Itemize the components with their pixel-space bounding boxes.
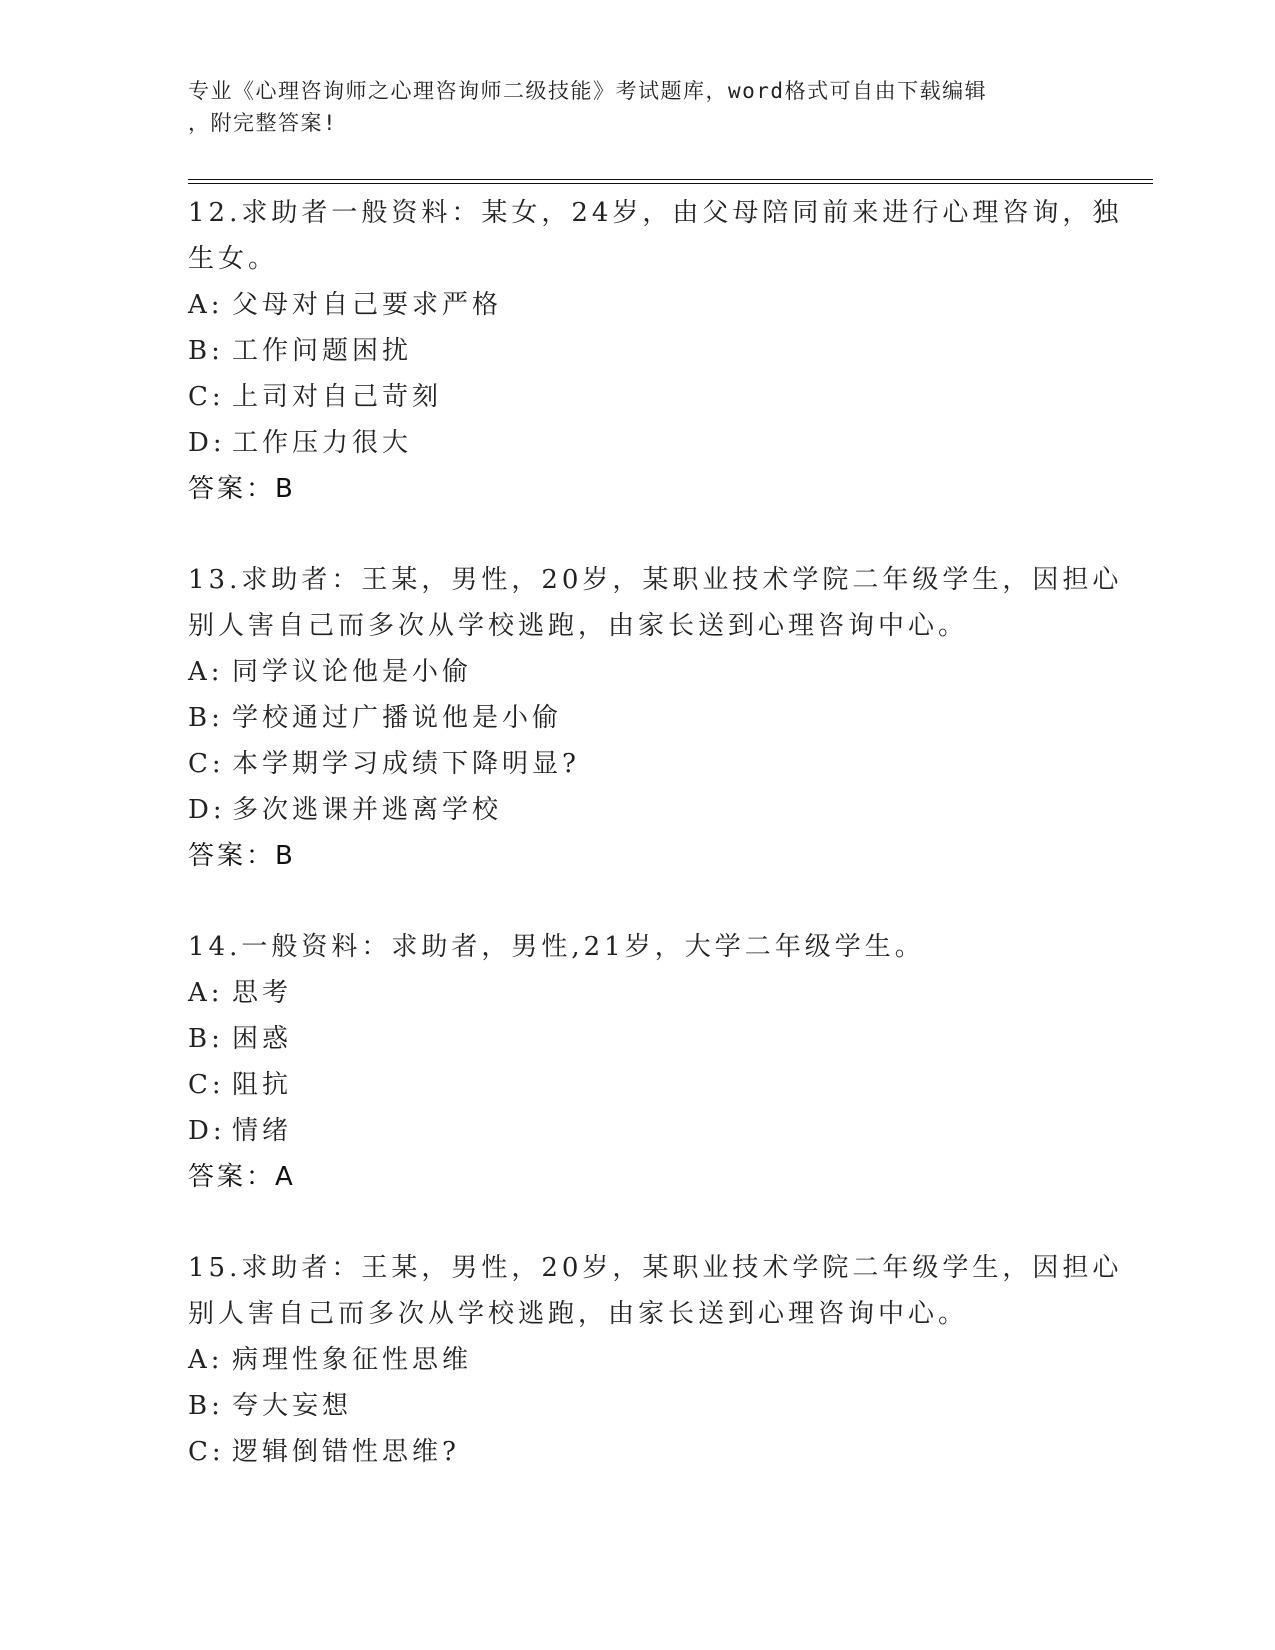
option-key: A: (188, 1345, 224, 1375)
option-text: 多次逃课并逃离学校 (232, 795, 503, 825)
option-text: 情绪 (232, 1116, 293, 1146)
header-rule-bottom (188, 183, 1153, 184)
header-line-1: 专业《心理咨询师之心理咨询师二级技能》考试题库，word格式可自由下载编辑 (188, 79, 988, 103)
document-header (188, 75, 1068, 139)
question-stem-line: 生女。 (188, 244, 279, 274)
question-stem-line: 15.求助者：王某，男性，20岁，某职业技术学院二年级学生，因担心 (188, 1253, 1123, 1283)
option-key: B: (188, 1024, 224, 1054)
option-text: 上司对自己苛刻 (232, 382, 443, 412)
option-b (188, 1016, 1088, 1062)
option-c (188, 1062, 1088, 1108)
option-text: 本学期学习成绩下降明显? (232, 749, 580, 779)
question-list (188, 190, 1123, 1520)
option-text: 困惑 (232, 1024, 293, 1054)
option-text: 病理性象征性思维 (232, 1345, 473, 1375)
option-key: D: (188, 1116, 226, 1146)
question-15 (188, 1245, 1123, 1475)
option-d (188, 1108, 1088, 1154)
option-a (188, 649, 1088, 695)
question-stem-line: 14.一般资料：求助者，男性,21岁，大学二年级学生。 (188, 932, 925, 962)
option-a (188, 1337, 1088, 1383)
option-text: 工作问题困扰 (232, 336, 413, 366)
option-b (188, 1383, 1088, 1429)
option-key: D: (188, 795, 226, 825)
option-text: 夸大妄想 (232, 1391, 353, 1421)
option-key: B: (188, 336, 224, 366)
option-text: 阻抗 (232, 1070, 293, 1100)
option-key: B: (188, 1391, 224, 1421)
option-text: 逻辑倒错性思维? (232, 1437, 460, 1467)
question-stem-line: 别人害自己而多次从学校逃跑，由家长送到心理咨询中心。 (188, 1299, 969, 1329)
option-key: A: (188, 290, 224, 320)
option-text: 父母对自己要求严格 (232, 290, 503, 320)
option-d (188, 787, 1088, 833)
question-13 (188, 557, 1123, 879)
question-stem-line: 13.求助者：王某，男性，20岁，某职业技术学院二年级学生，因担心 (188, 565, 1123, 595)
option-key: C: (188, 749, 225, 779)
option-b (188, 695, 1088, 741)
option-c (188, 1429, 1088, 1475)
option-key: D: (188, 428, 226, 458)
option-a (188, 970, 1088, 1016)
option-text: 工作压力很大 (232, 428, 413, 458)
option-d (188, 420, 1088, 466)
option-key: B: (188, 703, 224, 733)
header-rule-top (188, 179, 1153, 180)
question-12 (188, 190, 1123, 512)
option-c (188, 741, 1088, 787)
option-text: 同学议论他是小偷 (232, 657, 473, 687)
option-key: A: (188, 978, 224, 1008)
option-key: A: (188, 657, 224, 687)
option-text: 学校通过广播说他是小偷 (232, 703, 563, 733)
option-key: C: (188, 1070, 225, 1100)
option-a (188, 282, 1088, 328)
question-stem-line: 别人害自己而多次从学校逃跑，由家长送到心理咨询中心。 (188, 611, 969, 641)
question-14 (188, 924, 1088, 1200)
header-line-2: ，附完整答案! (188, 111, 338, 135)
option-c (188, 374, 1088, 420)
option-key: C: (188, 382, 225, 412)
option-key: C: (188, 1437, 225, 1467)
answer-line: 答案：B (188, 474, 296, 504)
option-b (188, 328, 1088, 374)
question-stem-line: 12.求助者一般资料：某女，24岁，由父母陪同前来进行心理咨询，独 (188, 198, 1123, 228)
answer-line: 答案：A (188, 1162, 296, 1192)
answer-line: 答案：B (188, 841, 296, 871)
option-text: 思考 (232, 978, 293, 1008)
